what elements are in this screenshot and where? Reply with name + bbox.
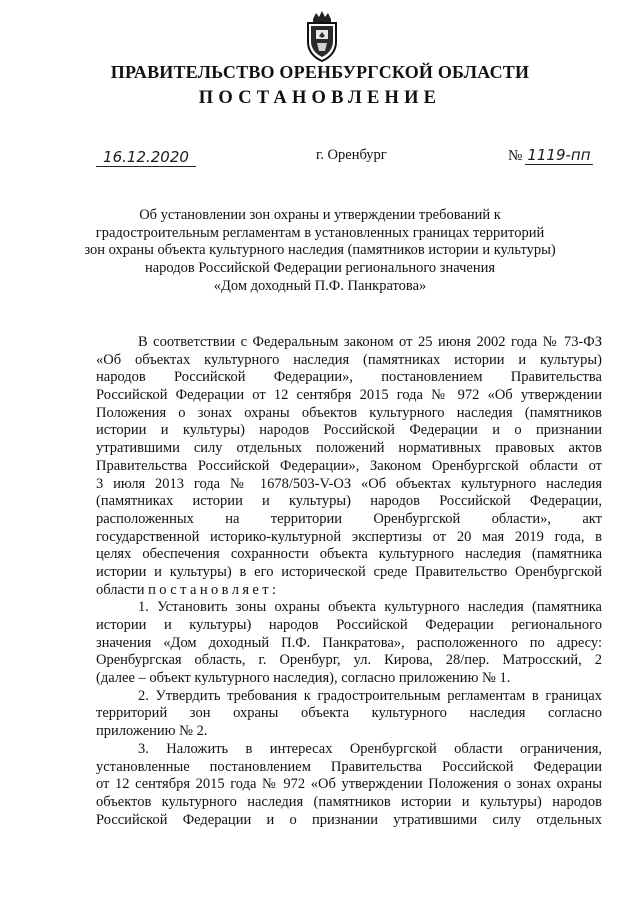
body-line: «Об объектах культурного наследия (памятниках истории и культуры) [96, 351, 602, 368]
body-line: государственной историко-культурной экспертизы от 20 мая 2019 года, в [96, 528, 602, 545]
clause-3-line: объектов культурного наследия (памятников истории и культуры) народов [96, 793, 602, 810]
body-line-resolves [96, 582, 602, 600]
subject-line: «Дом доходный П.Ф. Панкратова» [213, 277, 427, 294]
body-line: Российской Федерации от 12 сентября 2015 года № 972 «Об утверждении [96, 387, 602, 404]
clause-3-line: 3. Наложить в интересах Оренбургской области ограничения, [138, 740, 602, 757]
subject-line: зон охраны объекта культурного наследия (памятников истории и культуры) [84, 242, 556, 259]
number-value: 1119-пп [527, 146, 591, 164]
clause-1-line: истории и культуры) народов Российской Федерации регионального [96, 617, 602, 633]
clause-3-line: от 12 сентября 2015 года № 972 «Об утверждении Положения о зонах охраны [96, 776, 602, 793]
clause-1-line: значения «Дом доходный П.Ф. Панкратова», расположенного по адресу: [96, 634, 602, 651]
clause-1-line: (далее – объект культурного наследия), согласно приложению № 1. [96, 670, 511, 687]
subject-line: градостроительным регламентам в установленных границах территорий [95, 224, 545, 241]
subject-line: народов Российской Федерации регионального значения [144, 260, 496, 277]
body-line: целях обеспечения сохранности объекта культурного наследия (памятника [96, 546, 602, 563]
coat-of-arms-icon [302, 10, 342, 62]
body-line: (памятниках истории и культуры) народов Российской Федерации, [96, 493, 602, 510]
body-line: утратившими силу отдельных положений нормативных правовых актов [96, 440, 602, 457]
clause-1-line: 1. Установить зоны охраны объекта культурного наследия (памятника [138, 599, 602, 616]
subject-line: Об установлении зон охраны и утверждении требований к [139, 207, 501, 223]
body-line: Положения о зонах охраны объектов культурного наследия (памятников [96, 404, 602, 421]
clause-2-line: 2. Утвердить требования к градостроительным регламентам в границах [138, 687, 602, 704]
body-line: 3 июля 2013 года № 1678/503-V-ОЗ «Об объектах культурного наследия [96, 475, 602, 492]
document-number [508, 146, 593, 165]
document-date: 16.12.2020 [96, 148, 196, 167]
clause-3-line: Российской Федерации и о признании утратившими силу отдельных [96, 811, 602, 828]
body-line: области [96, 581, 145, 598]
body-line: истории и культуры) народов Российской Федерации и о признании [96, 422, 602, 439]
resolves-word: постановляет: [148, 581, 280, 598]
body-line: расположенных на территории Оренбургской области», акт [96, 510, 602, 527]
body-line: Правительства Российской Федерации», Законом Оренбургской области от [96, 457, 602, 474]
clause-3-line: установленные постановлением Правительства Российской Федерации [96, 758, 602, 775]
body-line: народов Российской Федерации», постановлением Правительства [96, 369, 602, 386]
document-city: г. Оренбург [316, 147, 387, 163]
body-line: истории и культуры) в его исторической среде Правительство Оренбургской [96, 563, 602, 580]
document-subject [80, 207, 560, 296]
document-type: ПОСТАНОВЛЕНИЕ [198, 88, 442, 108]
government-title: ПРАВИТЕЛЬСТВО ОРЕНБУРГСКОЙ ОБЛАСТИ [110, 62, 530, 82]
body-line: В соответствии с Федеральным законом от 25 июня 2002 года № 73-ФЗ [138, 334, 602, 350]
clause-2-line: приложению № 2. [96, 723, 208, 740]
document-body [96, 334, 602, 829]
number-sign: № [508, 148, 523, 164]
clause-2-line: территорий зон охраны объекта культурного наследия согласно [96, 705, 602, 722]
clause-1-line: Оренбургская область, г. Оренбург, ул. Кирова, 28/пер. Матросский, 2 [96, 652, 602, 669]
